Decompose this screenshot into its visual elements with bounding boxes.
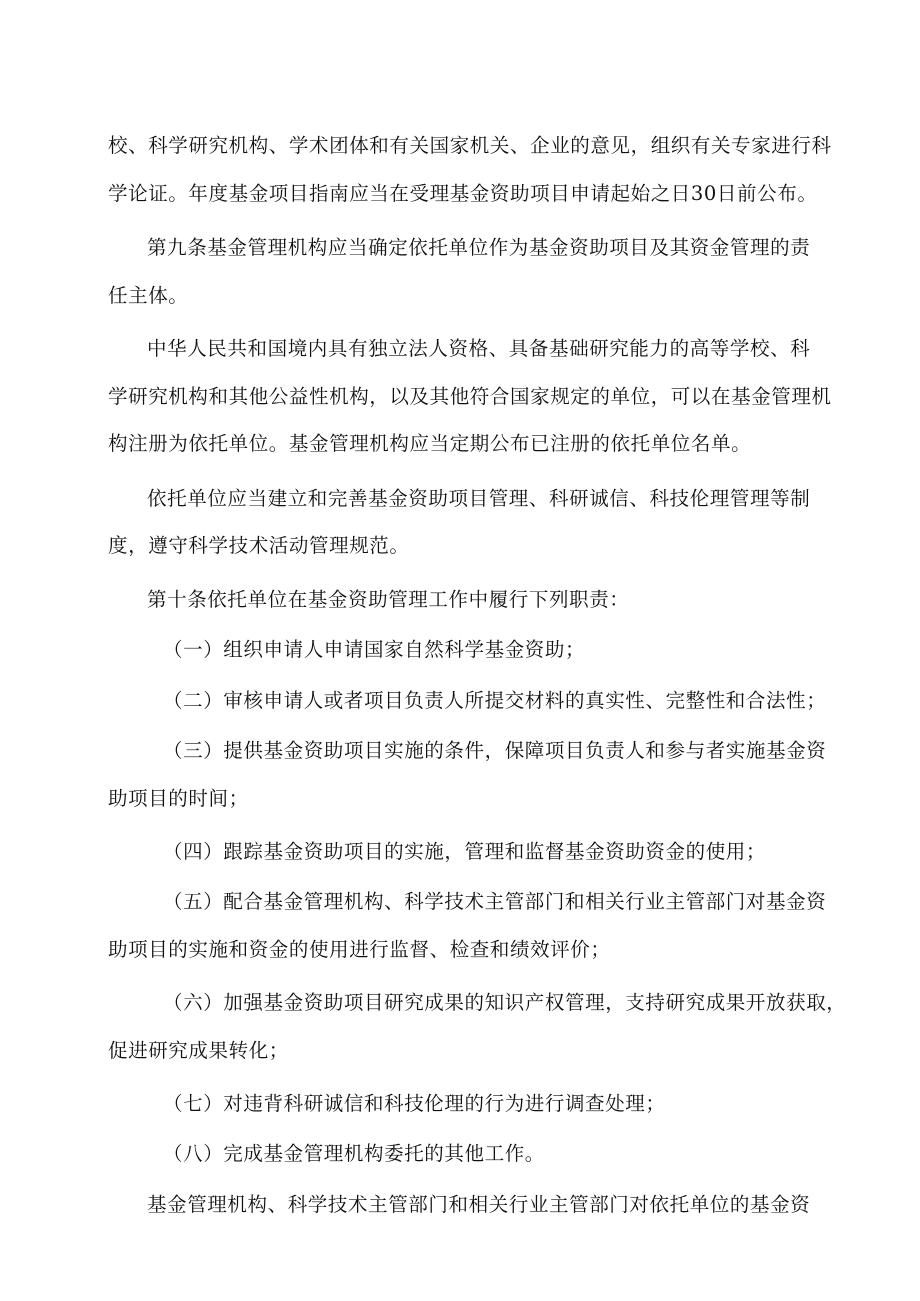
text-line: （五）配合基金管理机构、科学技术主管部门和相关行业主管部门对基金资 <box>163 890 827 913</box>
text-line: （二）审核申请人或者项目负责人所提交材料的真实性、完整性和合法性； <box>163 689 827 712</box>
text-line: 学论证。年度基金项目指南应当在受理基金资助项目申请起始之日30日前公布。 <box>108 182 818 205</box>
text-line: （七）对违背科研诚信和科技伦理的行为进行调查处理； <box>163 1092 666 1115</box>
text-line: 基金管理机构、科学技术主管部门和相关行业主管部门对依托单位的基金资 <box>147 1193 811 1216</box>
text-line: （六）加强基金资助项目研究成果的知识产权管理，支持研究成果开放获取， <box>163 991 847 1014</box>
text-line: （八）完成基金管理机构委托的其他工作。 <box>163 1142 545 1165</box>
text-line: 第十条依托单位在基金资助管理工作中履行下列职责： <box>147 588 630 611</box>
text-line: （四）跟踪基金资助项目的实施，管理和监督基金资助资金的使用； <box>163 840 767 863</box>
text-line: 助项目的实施和资金的使用进行监督、检查和绩效评价； <box>108 938 611 961</box>
text-line: 构注册为依托单位。基金管理机构应当定期公布已注册的依托单位名单。 <box>108 432 752 455</box>
text-line: 学研究机构和其他公益性机构，以及其他符合国家规定的单位，可以在基金管理机 <box>108 385 832 408</box>
text-line: 助项目的时间； <box>108 787 249 810</box>
text-line: （一）组织申请人申请国家自然科学基金资助； <box>163 638 586 661</box>
text-line: 校、科学研究机构、学术团体和有关国家机关、企业的意见，组织有关专家进行科 <box>108 134 832 157</box>
text-line: 依托单位应当建立和完善基金资助项目管理、科研诚信、科技伦理管理等制 <box>147 487 811 510</box>
text-line: 促进研究成果转化； <box>108 1039 289 1062</box>
text-line: 任主体。 <box>108 284 189 307</box>
text-line: （三）提供基金资助项目实施的条件，保障项目负责人和参与者实施基金资 <box>163 739 827 762</box>
text-line: 第九条基金管理机构应当确定依托单位作为基金资助项目及其资金管理的责 <box>147 236 811 259</box>
text-line: 中华人民共和国境内具有独立法人资格、具备基础研究能力的高等学校、科 <box>147 337 811 360</box>
text-line: 度，遵守科学技术活动管理规范。 <box>108 534 410 557</box>
